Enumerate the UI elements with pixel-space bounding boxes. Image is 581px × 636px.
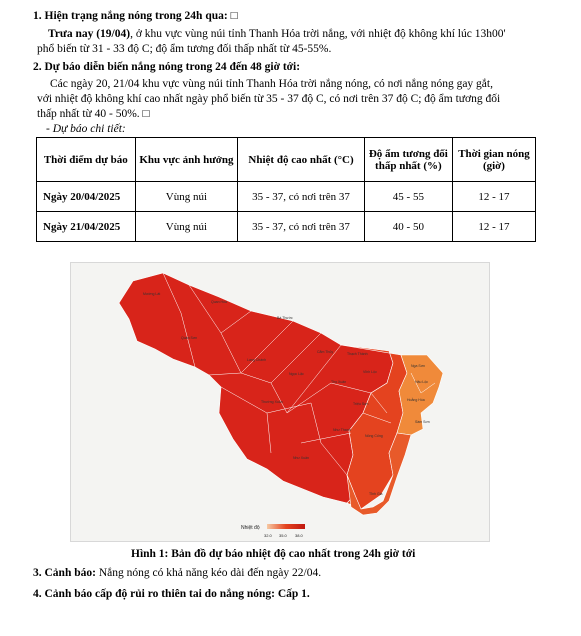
svg-text:Vĩnh Lộc: Vĩnh Lộc (363, 370, 377, 374)
section-3-label: Cảnh báo: (44, 567, 96, 579)
row-area: Vùng núi (135, 182, 238, 212)
province-map-svg (71, 263, 489, 541)
svg-text:Như Thanh: Như Thanh (333, 428, 351, 432)
svg-text:Bá Thước: Bá Thước (277, 316, 293, 320)
svg-text:Thạch Thành: Thạch Thành (347, 352, 368, 356)
svg-text:Tĩnh Gia: Tĩnh Gia (369, 492, 383, 496)
svg-text:Hậu Lộc: Hậu Lộc (415, 380, 429, 384)
table-header-row (37, 138, 536, 182)
header-duration: Thời gian nóng (giờ) (452, 138, 535, 182)
table-row (37, 212, 536, 242)
section-2-heading: 2. Dự báo diễn biến nắng nóng trong 24 đến 48 giờ tới: (33, 61, 301, 73)
section-1-line-2: phổ biến từ 31 - 33 độ C; độ ẩm tương đối thấp nhất từ 45-55%. (37, 43, 332, 55)
svg-text:Hoằng Hóa: Hoằng Hóa (407, 398, 425, 402)
svg-text:Nga Sơn: Nga Sơn (411, 364, 425, 368)
detail-label: - Dự báo chi tiết: (46, 123, 126, 135)
legend-tick-min: 32.0 (264, 533, 272, 538)
row-temp: 35 - 37, có nơi trên 37 (238, 212, 365, 242)
svg-text:Như Xuân: Như Xuân (293, 456, 309, 460)
header-area: Khu vực ảnh hưởng (135, 138, 238, 182)
row-date: Ngày 21/04/2025 (37, 212, 136, 242)
header-humidity: Độ ẩm tương đối thấp nhất (%) (364, 138, 452, 182)
forecast-table (36, 137, 536, 242)
row-duration: 12 - 17 (452, 182, 535, 212)
header-temp: Nhiệt độ cao nhất (°C) (238, 138, 365, 182)
legend-tick-max: 38.0 (295, 533, 303, 538)
legend-tick-mid: 35.0 (279, 533, 287, 538)
section-1-line-1: Trưa nay (19/04), ở khu vực vùng núi tỉnh Thanh Hóa trời nắng, với nhiệt độ không khí lúc 13h00' (48, 28, 506, 40)
row-temp: 35 - 37, có nơi trên 37 (238, 182, 365, 212)
svg-text:Ngọc Lặc: Ngọc Lặc (289, 372, 304, 376)
section-4-heading: 4. Cảnh báo cấp độ rủi ro thiên tai do nắng nóng: Cấp 1. (33, 588, 310, 600)
svg-text:Thọ Xuân: Thọ Xuân (331, 380, 347, 384)
svg-text:Thường Xuân: Thường Xuân (261, 400, 283, 404)
row-duration: 12 - 17 (452, 212, 535, 242)
section-3 (33, 567, 321, 579)
header-time: Thời điểm dự báo (37, 138, 136, 182)
row-area: Vùng núi (135, 212, 238, 242)
temperature-forecast-map (70, 262, 490, 542)
svg-text:Sầm Sơn: Sầm Sơn (415, 420, 430, 424)
svg-text:Quan Hóa: Quan Hóa (211, 300, 227, 304)
legend-gradient (267, 524, 305, 529)
section-3-number: 3. (33, 567, 42, 579)
section-3-text: Nắng nóng có khả năng kéo dài đến ngày 22/04. (98, 567, 322, 579)
row-humidity: 40 - 50 (364, 212, 452, 242)
section-2-line-1: Các ngày 20, 21/04 khu vực vùng núi tỉnh Thanh Hóa trời nắng nóng, có nơi nắng nóng gay gắt, (50, 78, 493, 90)
svg-text:Mường Lát: Mường Lát (143, 292, 161, 296)
svg-text:Lang Chánh: Lang Chánh (247, 358, 267, 362)
row-date: Ngày 20/04/2025 (37, 182, 136, 212)
section-2-line-2: với nhiệt độ không khí cao nhất ngày phổ biến từ 35 - 37 độ C, có nơi trên 37 độ C; độ ẩm tương đối (37, 93, 501, 105)
svg-text:Nông Cống: Nông Cống (365, 434, 383, 438)
section-2-line-3: thấp nhất từ 40 - 50%. □ (37, 108, 150, 120)
map-legend (241, 524, 305, 538)
svg-text:Cẩm Thủy: Cẩm Thủy (317, 350, 334, 354)
row-humidity: 45 - 55 (364, 182, 452, 212)
section-1-heading: 1. Hiện trạng nắng nóng trong 24h qua: □ (33, 10, 238, 22)
svg-text:Quan Sơn: Quan Sơn (181, 336, 198, 340)
figure-caption: Hình 1: Bản đồ dự báo nhiệt độ cao nhất trong 24h giờ tới (131, 548, 416, 560)
legend-title: Nhiệt độ (241, 525, 260, 531)
svg-text:Triệu Sơn: Triệu Sơn (353, 402, 369, 406)
table-row (37, 182, 536, 212)
